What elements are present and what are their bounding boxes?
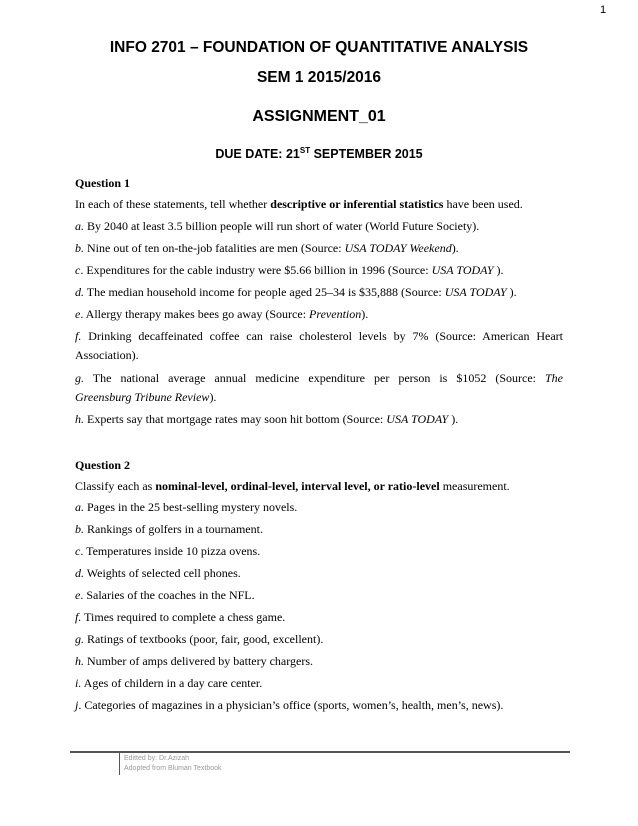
item-text: Times required to complete a chess game.: [81, 610, 286, 624]
item-text: . Categories of magazines in a physician’s office (sports, women’s, health, men’s, news).: [78, 698, 504, 712]
item-end: ).: [361, 307, 369, 321]
intro-bold: nominal-level, ordinal-level, interval level, or ratio-level: [155, 479, 440, 493]
q2-item-b: [75, 521, 563, 537]
footer-rule: [70, 751, 570, 753]
q1-item-e: [75, 306, 563, 322]
item-text: Drinking decaffeinated coffee can raise cholesterol levels by 7% (Source: American Heart: [81, 329, 563, 343]
item-label: g.: [75, 632, 84, 646]
item-source: Greensburg Tribune Review: [75, 390, 210, 404]
item-label: e: [75, 588, 81, 602]
q1-item-g-line1: [75, 370, 563, 386]
intro-text: In each of these statements, tell whether: [75, 197, 271, 211]
item-text: Experts say that mortgage rates may soon hit bottom (Source:: [84, 412, 387, 426]
item-text: Pages in the 25 best-selling mystery novels.: [84, 500, 298, 514]
item-label: g.: [75, 371, 84, 385]
item-label: i.: [75, 676, 82, 690]
q1-item-f-line1: [75, 328, 563, 344]
item-end: ).: [506, 285, 517, 299]
q2-item-f: [75, 609, 563, 625]
footer-bar: [119, 753, 120, 775]
item-source: The: [545, 371, 563, 385]
item-label: e: [75, 307, 81, 321]
item-label: c: [75, 544, 81, 558]
item-text: The median household income for people aged 25–34 is $35,888 (Source:: [84, 285, 445, 299]
item-label: a.: [75, 219, 84, 233]
q1-item-h: [75, 411, 563, 427]
semester-title: SEM 1 2015/2016: [256, 69, 382, 86]
question-1-title: Question 1: [75, 176, 131, 190]
item-text: Rankings of golfers in a tournament.: [84, 522, 263, 536]
q2-item-h: [75, 653, 563, 669]
item-text: Number of amps delivered by battery chargers.: [84, 654, 314, 668]
item-source: Prevention: [309, 307, 362, 321]
footer-source: Adopted from Bluman Textbook: [124, 765, 222, 772]
item-source: USA TODAY: [444, 285, 507, 299]
item-source: USA TODAY Weekend: [344, 241, 452, 255]
due-date: [0, 146, 638, 161]
item-label: f.: [75, 329, 82, 343]
q2-item-e: [75, 587, 563, 603]
q2-item-i: [75, 675, 563, 691]
item-end: ).: [209, 390, 217, 404]
page-number: 1: [600, 4, 607, 16]
item-label: b.: [75, 522, 84, 536]
item-text: The national average annual medicine expenditure per person is $1052 (Source:: [84, 371, 545, 385]
item-end: ).: [493, 263, 504, 277]
intro-text: Classify each as: [75, 479, 156, 493]
question-1-intro: [75, 196, 563, 212]
q2-item-d: [75, 565, 563, 581]
item-label: d.: [75, 566, 84, 580]
question-2-title: Question 2: [75, 458, 131, 472]
intro-bold: descriptive or inferential statistics: [270, 197, 444, 211]
item-text: . Temperatures inside 10 pizza ovens.: [80, 544, 261, 558]
item-text: . Allergy therapy makes bees go away (Source:: [80, 307, 310, 321]
item-label: d.: [75, 285, 84, 299]
item-label: j: [75, 698, 79, 712]
due-prefix: DUE DATE: 21: [215, 147, 300, 162]
footer-editor: Editted by: Dr.Azizah: [124, 755, 189, 762]
intro-end: measurement.: [439, 479, 510, 493]
item-end: ).: [448, 412, 459, 426]
item-label: h.: [75, 412, 84, 426]
assignment-title: ASSIGNMENT_01: [252, 108, 386, 125]
course-title: INFO 2701 – FOUNDATION OF QUANTITATIVE ANALYSIS: [109, 39, 529, 56]
q2-item-g: [75, 631, 563, 647]
item-source: USA TODAY: [386, 412, 449, 426]
q2-item-c: [75, 543, 563, 559]
item-label: f.: [75, 610, 82, 624]
item-text: By 2040 at least 3.5 billion people will run short of water (World Future Society).: [84, 219, 480, 233]
item-source: USA TODAY: [431, 263, 494, 277]
item-text: Ratings of textbooks (poor, fair, good, excellent).: [84, 632, 324, 646]
intro-end: have been used.: [443, 197, 523, 211]
q1-item-b: [75, 240, 563, 256]
item-label: b.: [75, 241, 84, 255]
due-sup: ST: [299, 146, 311, 155]
due-suffix: SEPTEMBER 2015: [310, 147, 423, 162]
item-text: Weights of selected cell phones.: [84, 566, 241, 580]
q1-item-c: [75, 262, 563, 278]
item-text: Nine out of ten on-the-job fatalities are men (Source:: [84, 241, 345, 255]
item-text: . Salaries of the coaches in the NFL.: [80, 588, 255, 602]
item-text: Ages of childern in a day care center.: [81, 676, 263, 690]
item-label: c: [75, 263, 81, 277]
q2-item-j: [75, 697, 563, 713]
item-label: h.: [75, 654, 84, 668]
item-end: ).: [451, 241, 459, 255]
q1-item-g-line2: [75, 389, 563, 405]
q1-item-f-line2: Association).: [75, 348, 139, 362]
q2-item-a: [75, 499, 563, 515]
item-label: a.: [75, 500, 84, 514]
q1-item-a: [75, 218, 563, 234]
q1-item-d: [75, 284, 563, 300]
question-2-intro: [75, 478, 563, 494]
item-text: . Expenditures for the cable industry were $5.66 billion in 1996 (Source:: [80, 263, 432, 277]
